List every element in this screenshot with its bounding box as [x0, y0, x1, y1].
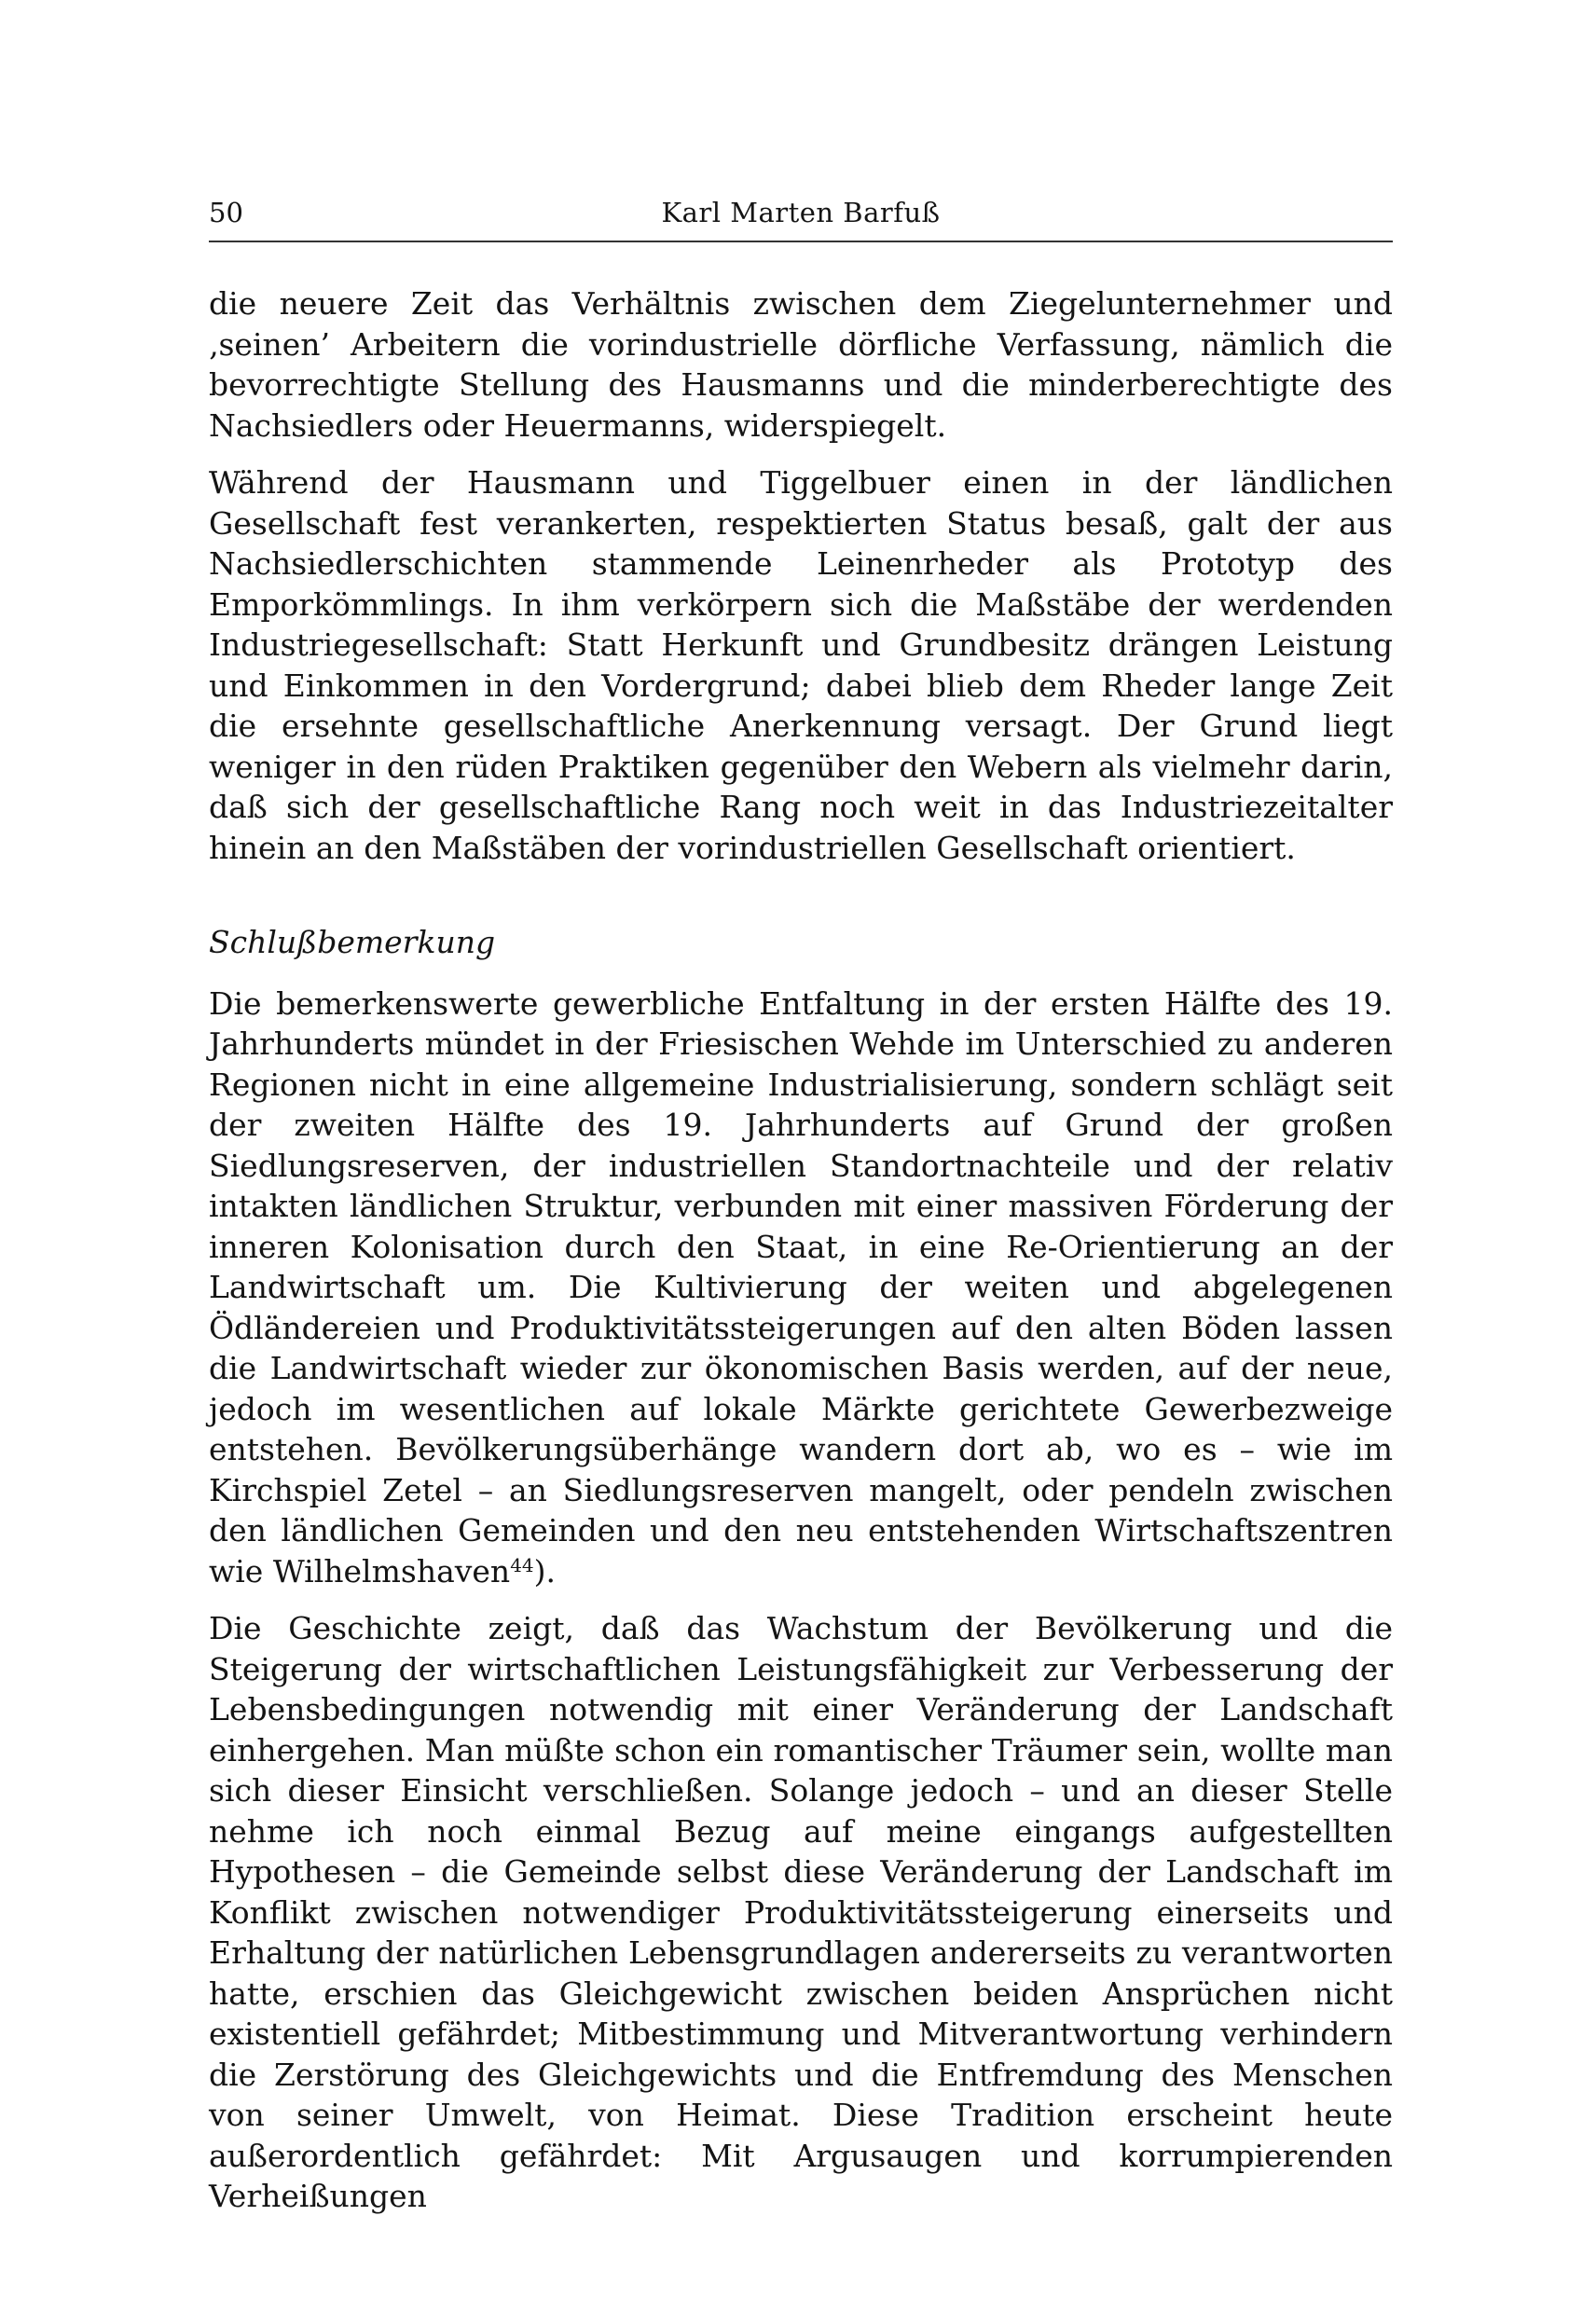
- section-heading: Schlußbemerkung: [209, 924, 496, 960]
- paragraph-2: Während der Hausmann und Tiggelbuer einen in der ländlichen Gesellschaft fest verankerten, respektierten Status besaß, galt der aus Nachsiedlerschichten stammende Leinenrheder als Prototyp des Emporkömmlings. In ihm verkörpern sich die Maßstäbe der werdenden Industriegesellschaft: Statt Herkunft und Grundbesitz drängen Leistung und Einkommen in den Vordergrund; dabei blieb dem Rheder lange Zeit die ersehnte gesellschaftliche Anerkennung versagt. Der Grund liegt weniger in den rüden Praktiken gegenüber den Webern als vielmehr darin, daß sich der gesellschaftliche Rang noch weit in das Industriezeitalter hinein an den Maßstäben der vorindustriellen Gesellschaft orientiert.: [209, 464, 1393, 866]
- running-title: Karl Marten Barfuß: [661, 197, 941, 228]
- paragraph-4: Die Geschichte zeigt, daß das Wachstum der Bevölkerung und die Steigerung der wirtschaftlichen Leistungsfähigkeit zur Verbesserung der Lebensbedingungen notwendig mit einer Veränderung der Landschaft einhergehen. Man müßte schon ein romantischer Träumer sein, wollte man sich dieser Einsicht verschließen. Solange jedoch – und an dieser Stelle nehme ich noch einmal Bezug auf meine eingangs aufgestellten Hypothesen – die Gemeinde selbst diese Veränderung der Landschaft im Konflikt zwischen notwendiger Produktivitätssteigerung einerseits und Erhaltung der natürlichen Lebensgrundlagen andererseits zu verantworten hatte, erschien das Gleichgewicht zwischen beiden Ansprüchen nicht existentiell gefährdet; Mitbestimmung und Mitverantwortung verhindern die Zerstörung des Gleichgewichts und die Entfremdung des Menschen von seiner Umwelt, von Heimat. Diese Tradition erscheint heute außerordentlich gefährdet: Mit Argusaugen und korrumpierenden Verheißungen: [209, 1610, 1393, 2214]
- book-page: [209, 194, 1393, 2217]
- footnote-reference: 44: [510, 1553, 534, 1576]
- paragraph-3-text: Die bemerkenswerte gewerbliche Entfaltung in der ersten Hälfte des 19. Jahrhunderts mündet in der Friesischen Wehde im Unterschied zu anderen Regionen nicht in eine allgemeine Industrialisierung, sondern schlägt seit der zweiten Hälfte des 19. Jahrhunderts auf Grund der großen Siedlungsreserven, der industriellen Standortnachteile und der relativ intakten ländlichen Struktur, verbunden mit einer massiven Förderung der inneren Kolonisation durch den Staat, in eine Re-Orientierung an der Landwirtschaft um. Die Kultivierung der weiten und abgelegenen Ödländereien und Produktivitätssteigerungen auf den alten Böden lassen die Landwirtschaft wieder zur ökonomischen Basis werden, auf der neue, jedoch im wesentlichen auf lokale Märkte gerichtete Gewerbezweige entstehen. Bevölkerungsüberhänge wandern dort ab, wo es – wie im Kirchspiel Zetel – an Siedlungsreserven mangelt, oder pendeln zwischen den ländlichen Gemeinden und den neu entstehenden Wirtschaftszentren wie Wilhelmshaven: [209, 984, 1393, 1590]
- body-text: [209, 283, 1393, 2217]
- running-head: [209, 194, 1393, 242]
- paragraph-3-end: ).: [533, 1552, 557, 1590]
- page-number: 50: [209, 197, 243, 228]
- paragraph-1: die neuere Zeit das Verhältnis zwischen dem Ziegelunternehmer und ‚seinen’ Arbeitern die vorindustrielle dörfliche Verfassung, nämlich die bevorrechtigte Stellung des Hausmanns und die minderberechtigte des Nachsiedlers oder Heuermanns, widerspiegelt.: [209, 285, 1393, 444]
- paragraph-3: [209, 984, 1393, 1592]
